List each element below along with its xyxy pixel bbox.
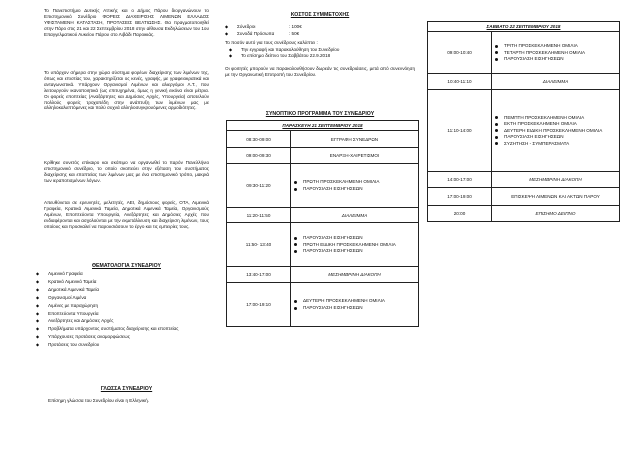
session-content [291,223,419,267]
cost-cover-item: ◆ Την εγγραφή και παρακολούθηση του Συνεδρίου [229,47,419,53]
intro-paragraph-2: Το υπάρχον σήμερα στην χώρα σύστημα φορέων διαχείρισης των λιμένων της, όπως και επιστίας του, χαρακτηρίζεται ος κενές, γραφής, με γραφειοκρατικά και ανταγωνιστικά. Υπάρχουν Οργανισμοί Λιμένων και αλιεργόμοι Λ.Τ., που λειτουργούν ικανοποιητικά (ως επιτυχημένα, όμως η γενική εικόνα είναι μέτρια. Οι φορείς εποπτείας (Αναξάρτητες και Δημόσιες Αρχές, Υπουργεία) αποτελούν πολλούς φορείς τροχοπέδη στην ανάπτυξη των λιμένων μας με αλληλοκαλυπτόμενες και πολύ συχνά αλληλοσυγκρουόμενες αρμοδιότητες. [44,70,209,111]
intro-paragraph-4: Απευθύνεται σε ερευνητές, μελετητές, ΑΕΙ, δημόσιους φορείς, ΟΤΑ, Λιμενικά Γραφεία, Κρατικά Λιμενικά Ταμεία, Δημοτικά Λιμενικά Ταμεία, Οργανισμούς Λιμένων, Εποπτεύοντα Υπουργεία, Ανεξάρτητες και Δημόσιες Αρχές που ενδιαφέρονται και ασχολούνται με την εκμετάλλευση και διαχείριση λιμένων, τους οποίους και προσκαλεί να παρουσιάσουν το έργο και τις εμπειρίες τους. [44,200,209,229]
session-list [291,298,418,310]
session-item: ΠΡΩΤΗ ΕΙΔΙΚΗ ΠΡΟΣΚΕΚΛΗΜΕΝΗ ΟΜΙΛΙΑ [291,242,418,248]
session-content [492,90,620,172]
friday-header: ΠΑΡΑΣΚΕΥΗ 21 ΣΕΠΤΕΜΒΡΙΟΥ 2018 [227,121,419,131]
schedule-row [428,188,620,206]
cost-value-delegates: : 100€ [289,24,302,29]
topic-item: ◆ Προβλήματα υπάρχοντος συστήματος διαχείρισης και εποπτείας [36,325,178,333]
session-time: 20:00 [428,206,492,222]
friday-schedule-table [226,120,419,327]
topic-item: ◆ Ανεξάρτητες και Δημόσιες Αρχές [36,317,178,325]
session-time: 14:00-17:00 [428,172,492,188]
session-content [291,164,419,208]
session-time: 11:50- 13:40 [227,223,291,267]
session-list [291,235,418,254]
session-time: 17:00-19:00 [428,188,492,206]
cost-value-companions: : 50€ [289,31,300,36]
session-item: ΠΑΡΟΥΣΙΑΣΗ ΕΙΣΗΓΗΣΕΩΝ [291,248,418,254]
schedule-row [428,172,620,188]
session-list [492,115,619,147]
session-item: ΔΕΥΤΕΡΗ ΕΙΔΙΚΗ ΠΡΟΣΚΕΚΛΗΜΕΝΗ ΟΜΙΛΙΑ [492,128,619,134]
session-list [291,179,418,191]
topics-title: ΘΕΜΑΤΟΛΟΓΙΑ ΣΥΝΕΔΡΙΟΥ [92,263,161,269]
session-item: ΠΑΡΟΥΣΙΑΣΗ ΕΙΣΗΓΗΣΕΩΝ [291,235,418,241]
session-item: ΠΕΜΠΤΗ ΠΡΟΣΚΕΚΛΗΜΕΝΗ ΟΜΙΛΙΑ [492,115,619,121]
topic-item: ◆ Λιμένες με παραχώρηση [36,302,178,310]
intro-paragraph-1: Το Πανεπιστήμιο Δυτικής Αττικής και ο Δήμος Πάρου διοργανώνουν το Επιστημονικό Συνέδριο ΦΟΡΕΙΣ ΔΙΑΧΕΙΡΙΣΗΣ ΛΙΜΕΝΩΝ ΕΛΛΑΔΟΣ ΥΦΙΣΤΑΜΕΝΗ ΚΑΤΑΣΤΑΣΗ, ΠΡΟΤΑΣΕΙΣ ΒΕΛΤΙΩΣΗΣ. Θα πραγματοποιηθεί στην Πάρο στις 21 και 22 Σεπτεμβρίου 2018 στην αίθουσα Εκδηλώσεων του 1ου Επαγγελματικού Λυκείου Πάρου στο Λιβάδι Παροικιάς. [44,8,209,37]
cost-cover-intro: Το ποσόν αυτό για τους συνέδρους καλύπτει : [225,40,318,45]
cost-title: ΚΟΣΤΟΣ ΣΥΜΜΕΤΟΧΗΣ [290,12,350,18]
session-content: ΕΠΙΣΚΕΨΗ ΛΙΜΕΝΩΝ ΚΑΙ ΑΚΤΩΝ ΠΑΡΟΥ [492,188,620,206]
session-item: ΤΡΙΤΗ ΠΡΟΣΚΕΚΛΗΜΕΝΗ ΟΜΙΛΙΑ [492,43,619,49]
session-item: ΠΑΡΟΥΣΙΑΣΗ ΕΙΣΗΓΗΣΕΩΝ [492,134,619,140]
session-content: ΕΠΙΣΗΜΟ ΔΕΙΠΝΟ [492,206,620,222]
schedule-row [227,131,419,148]
session-content: ΔΙΑΛΕΙΜΜΑ [492,74,620,90]
topic-item: ◆ Κρατικό Λιμενικό Ταμεία [36,278,178,286]
topic-item: ◆ Εποπτεύοντα Υπουργεία [36,310,178,318]
session-time: 17:00-19:10 [227,283,291,327]
session-time: 11:10-14:00 [428,90,492,172]
session-content: ΕΓΓΡΑΦΗ ΣΥΝΕΔΡΩΝ [291,131,419,148]
schedule-row [227,208,419,223]
session-item: ΤΕΤΑΡΤΗ ΠΡΟΣΚΕΚΛΗΜΕΝΗ ΟΜΙΛΙΑ [492,50,619,56]
intro-paragraph-3: Κρίθηκε συνετός επίκαιρο και σκόπιμο να οργανωθεί το παρόν Πανελλήνιο επιστημονικό συνέδριο, το οποίο σκοπεύει στην εξέταση του συστήματος διαχείρισης και εποπτείας των λιμένων μας με ένα επιστημονικό τρόπο, μακριά των ιεραποτισμένων λόγων. [44,160,209,183]
cost-row [225,24,255,30]
schedule-row [428,90,620,172]
schedule-row [428,74,620,90]
session-item: ΠΑΡΟΥΣΙΑΣΗ ΕΙΣΗΓΗΣΕΩΝ [492,56,619,62]
students-note: Οι φοιτητές μπορούν να παρακολουθήσουν δωρεάν τις συνεδριάσεις, μετά από συνεννόηση με την Οργανωτική Επιτροπή του Συνεδρίου. [225,66,415,77]
session-item: ΠΑΡΟΥΣΙΑΣΗ ΕΙΣΗΓΗΣΕΩΝ [291,305,418,311]
cost-row [225,31,274,37]
session-time: 09:00-10:40 [428,32,492,74]
session-content [492,32,620,74]
topic-item: ◆ Λιμενικό Γραφεία [36,270,178,278]
topic-item: ◆ Οργανισμοί Λιμένα [36,294,178,302]
topics-list [36,270,178,349]
session-time: 13:40-17:00 [227,267,291,283]
schedule-row [227,283,419,327]
session-item: ΠΑΡΟΥΣΙΑΣΗ ΕΙΣΗΓΗΣΕΩΝ [291,186,418,192]
language-text: Επίσημη γλώσσα του Συνεδρίου είναι η Ελληνική. [48,398,149,403]
session-item: ΔΕΥΤΕΡΗ ΠΡΟΣΚΕΚΛΗΜΕΝΗ ΟΜΙΛΙΑ [291,298,418,304]
cost-label-delegates: ◆ Σύνεδροι [225,24,255,29]
session-item: ΠΡΩΤΗ ΠΡΟΣΚΕΚΛΗΜΕΝΗ ΟΜΙΛΙΑ [291,179,418,185]
session-time: 09:30-11:20 [227,164,291,208]
session-item: ΣΥΖΗΤΗΣΗ - ΣΥΜΠΕΡΑΣΜΑΤΑ [492,141,619,147]
schedule-row [227,267,419,283]
session-time: 08:30-09:00 [227,131,291,148]
schedule-row [227,223,419,267]
topic-item: ◆ Δημοτικά Λιμενικά Ταμεία [36,286,178,294]
session-content: ΜΕΣΗΜΒΡΙΝΗ ΔΙΑΚΟΠΗ [492,172,620,188]
saturday-header: ΣΑΒΒΑΤΟ 22 ΣΕΠΤΕΜΒΡΙΟΥ 2018 [428,22,620,32]
topic-item: ◆ Υπάρχουσες προτάσεις αναμορφώσεως [36,333,178,341]
session-content: ΔΙΑΛΕΙΜΜΑ [291,208,419,223]
session-list [492,43,619,62]
topic-item: ◆ Προτάσεις του συνεδρίου [36,341,178,349]
schedule-row [428,206,620,222]
session-content: ΕΝΑΡΞΗ-ΧΑΙΡΕΤΙΣΜΟΙ [291,148,419,164]
session-time: 11:20-11:50 [227,208,291,223]
session-content: ΜΕΣΗΜΒΡΙΝΗ ΔΙΑΚΟΠΗ [291,267,419,283]
schedule-row [227,164,419,208]
cost-label-companions: ◆ Συνοδά Πρόσωπα [225,31,274,36]
session-time: 10:40-11:10 [428,74,492,90]
language-title: ΓΛΩΣΣΑ ΣΥΝΕΔΡΙΟΥ [100,386,153,392]
session-time: 09:00-09:30 [227,148,291,164]
schedule-row [428,32,620,74]
program-title: ΣΥΝΟΠΤΙΚΟ ΠΡΟΓΡΑΜΜΑ ΤΟΥ ΣΥΝΕΔΡΙΟΥ [265,111,375,117]
session-content [291,283,419,327]
cost-cover-item: ◆ Το επίσημο δείπνο του Σαββάτου 22.9.2018 [229,53,419,59]
saturday-schedule-table [427,21,620,222]
session-item: ΕΚΤΗ ΠΡΟΣΚΕΚΛΗΜΕΝΗ ΟΜΙΛΙΑ [492,121,619,127]
schedule-row [227,148,419,164]
